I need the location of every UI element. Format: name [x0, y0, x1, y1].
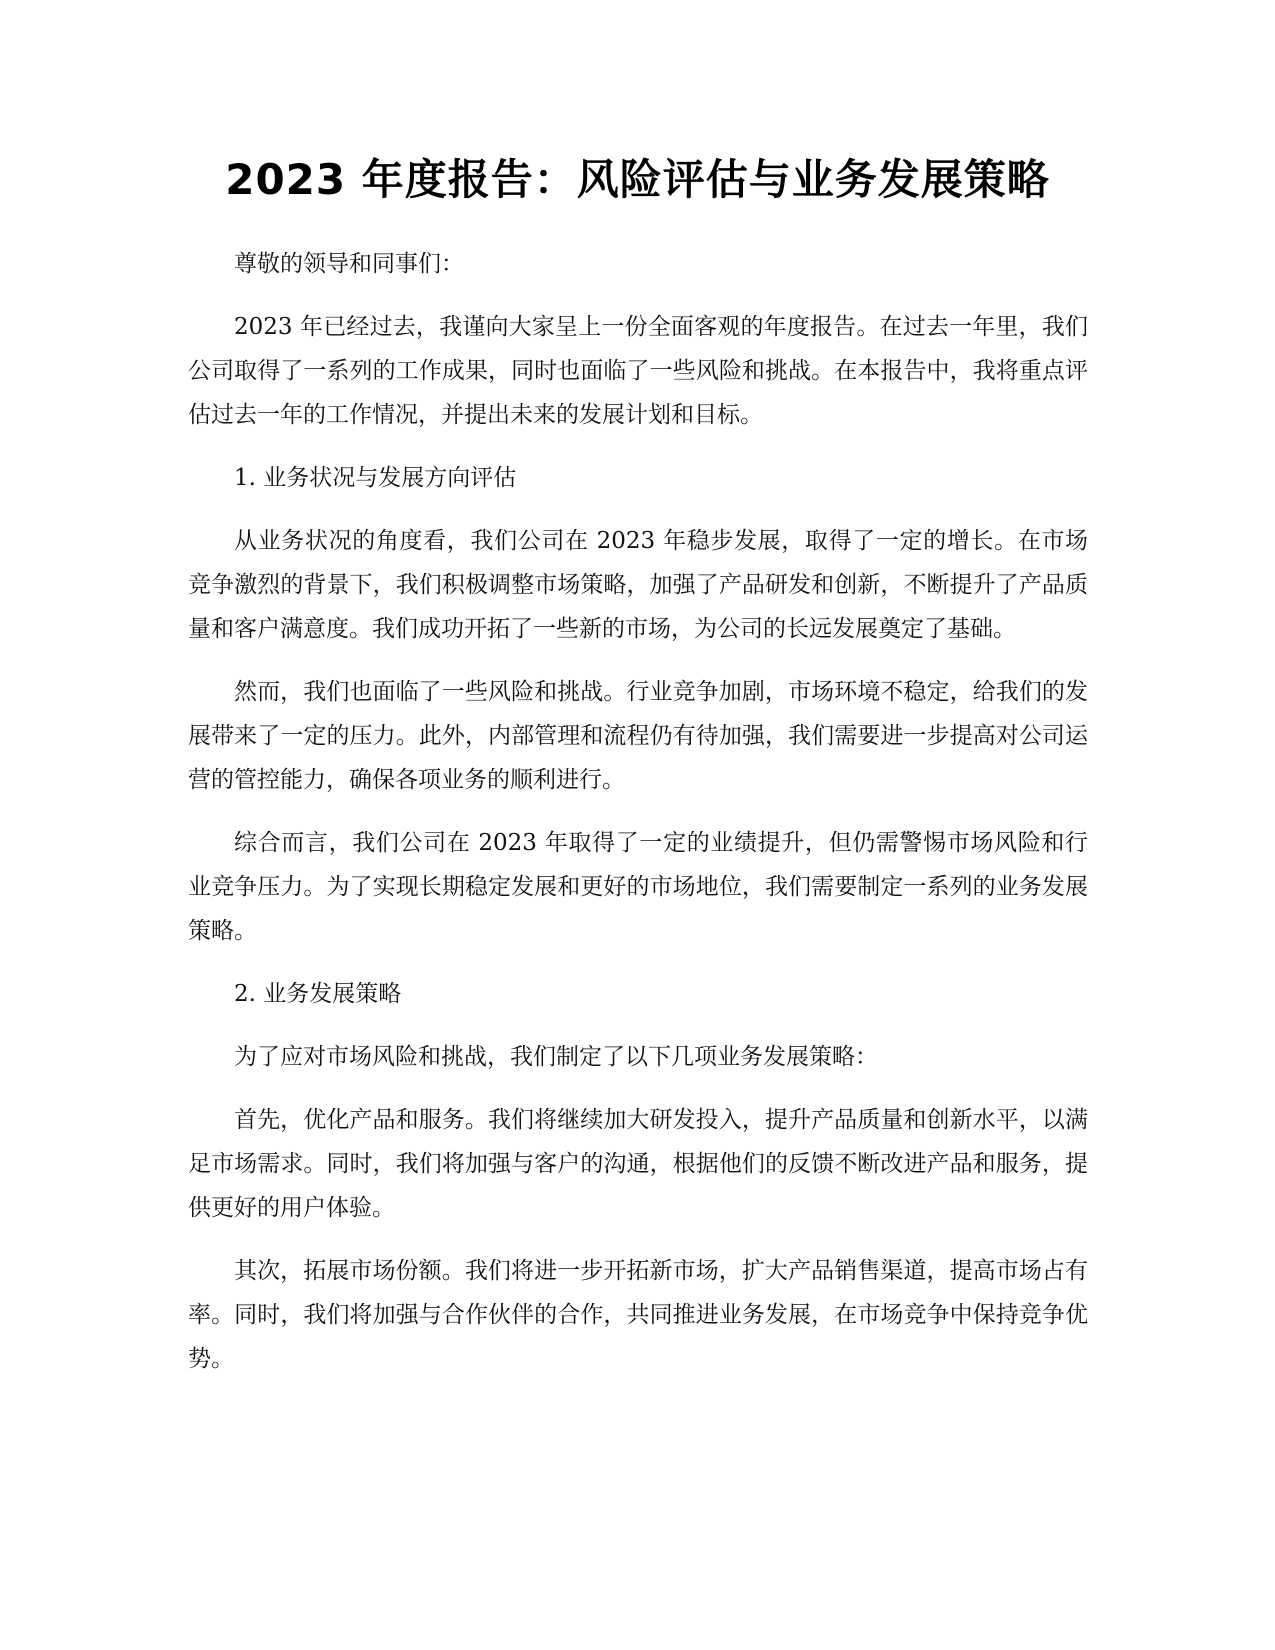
- greeting: 尊敬的领导和同事们：: [234, 251, 464, 277]
- section-1-heading: 1. 业务状况与发展方向评估: [234, 465, 517, 491]
- section-2-heading: 2. 业务发展策略: [234, 981, 402, 1007]
- section-1-paragraph-3: 综合而言，我们公司在 2023 年取得了一定的业绩提升，但仍需警惕市场风险和行业竞争压力。为了实现长期稳定发展和更好的市场地位，我们需要制定一系列的业务发展策略。: [188, 830, 1088, 944]
- section-2-paragraph-1: 首先，优化产品和服务。我们将继续加大研发投入，提升产品质量和创新水平，以满足市场需求。同时，我们将加强与客户的沟通，根据他们的反馈不断改进产品和服务，提供更好的用户体验。: [188, 1107, 1088, 1221]
- intro-paragraph: 2023 年已经过去，我谨向大家呈上一份全面客观的年度报告。在过去一年里，我们公司取得了一系列的工作成果，同时也面临了一些风险和挑战。在本报告中，我将重点评估过去一年的工作情况，并提出未来的发展计划和目标。: [188, 314, 1088, 428]
- section-2-paragraph-2: 其次，拓展市场份额。我们将进一步开拓新市场，扩大产品销售渠道，提高市场占有率。同时，我们将加强与合作伙伴的合作，共同推进业务发展，在市场竞争中保持竞争优势。: [188, 1258, 1088, 1372]
- section-1-paragraph-2: 然而，我们也面临了一些风险和挑战。行业竞争加剧，市场环境不稳定，给我们的发展带来了一定的压力。此外，内部管理和流程仍有待加强，我们需要进一步提高对公司运营的管控能力，确保各项业务的顺利进行。: [188, 679, 1088, 793]
- document-title: 2023 年度报告：风险评估与业务发展策略: [225, 155, 1050, 204]
- section-1-paragraph-1: 从业务状况的角度看，我们公司在 2023 年稳步发展，取得了一定的增长。在市场竞争激烈的背景下，我们积极调整市场策略，加强了产品研发和创新，不断提升了产品质量和客户满意度。我们成功开拓了一些新的市场，为公司的长远发展奠定了基础。: [188, 528, 1088, 642]
- section-2-intro: 为了应对市场风险和挑战，我们制定了以下几项业务发展策略：: [234, 1044, 878, 1070]
- document-body: [188, 242, 1088, 1400]
